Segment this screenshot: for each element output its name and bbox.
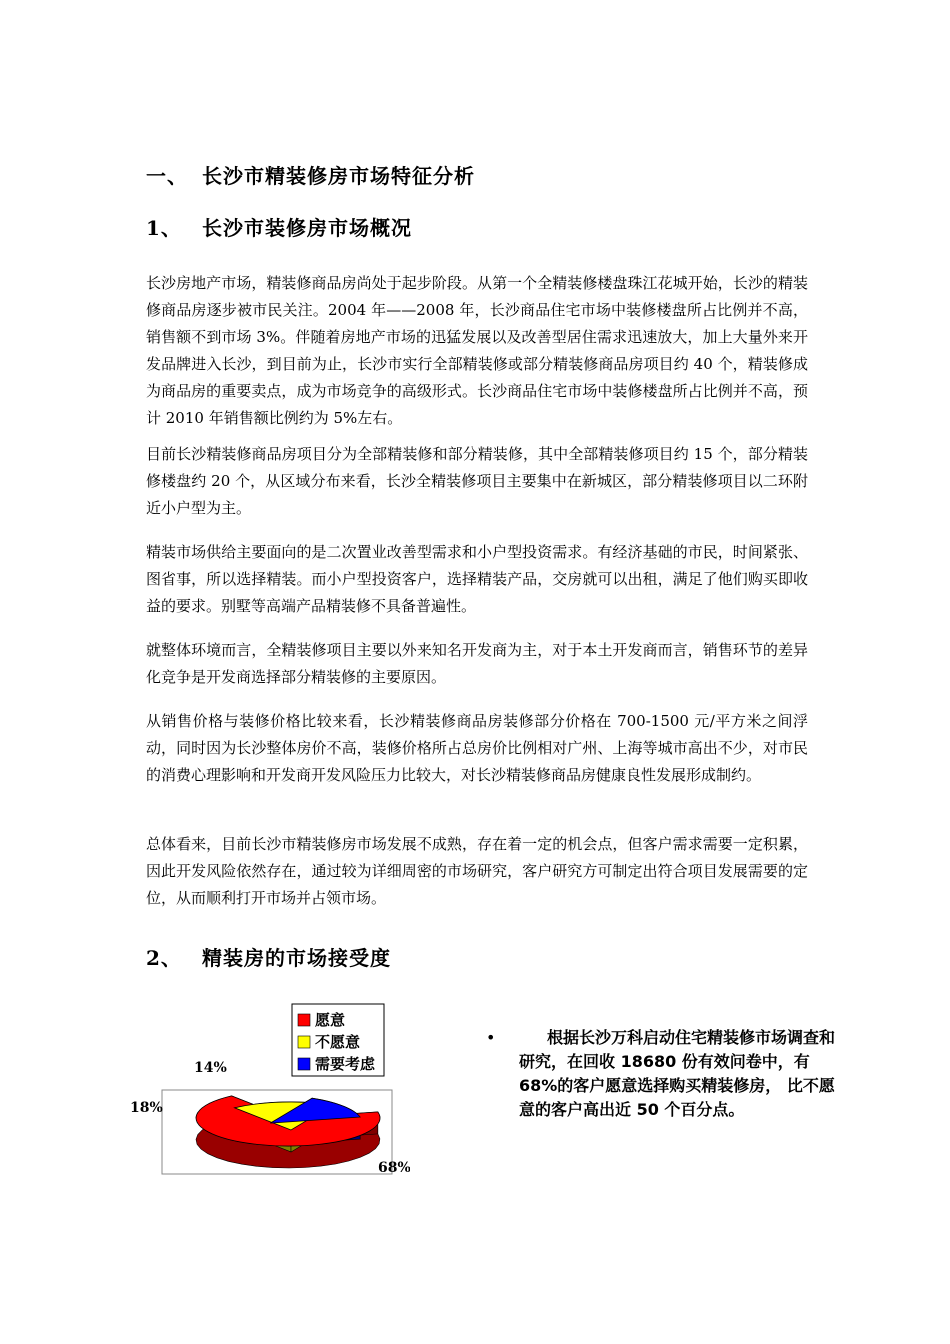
section-title: 长沙市精装修房市场特征分析	[202, 164, 475, 188]
section-heading	[146, 160, 475, 189]
legend-label: 不愿意	[315, 1033, 361, 1051]
subsection-title: 长沙市装修房市场概况	[202, 216, 412, 240]
survey-bullet-text: 根据长沙万科启动住宅精装修市场调查和研究，在回收 18680 份有效问卷中，有 68%的客户愿意选择购买精装修房， 比不愿意的客户高出近 50 个百分点。	[519, 1028, 836, 1119]
subsection-number: 1、	[146, 216, 182, 240]
pie-chart-svg	[120, 1000, 410, 1190]
acceptance-pie-chart	[120, 1000, 410, 1190]
bullet-marker: •	[486, 1028, 496, 1047]
paragraph-summary: 总体看来，目前长沙市精装修房市场发展不成熟，存在着一定的机会点，但客户需求需要一定积累，因此开发风险依然存在，通过较为详细周密的市场研究，客户研究方可制定出符合项目发展需要的定位，从而顺利打开市场并占领市场。	[146, 835, 808, 907]
pie-value-label: 68%	[378, 1160, 410, 1176]
section-number: 一、	[146, 164, 188, 188]
legend-swatch	[298, 1058, 310, 1070]
paragraph-price-comparison: 从销售价格与装修价格比较来看，长沙精装修商品房装修部分价格在 700-1500 元/平方米之间浮动，同时因为长沙整体房价不高，装修价格所占总房价比例相对广州、上海等城市高出不少，对市民的消费心理影响和开发商开发风险压力比较大，对长沙精装修商品房健康良性发展形成制约。	[146, 712, 808, 784]
legend-swatch	[298, 1014, 310, 1026]
subsection-heading-2	[146, 942, 391, 971]
legend-swatch	[298, 1036, 310, 1048]
survey-bullet	[486, 1026, 846, 1122]
legend-label: 需要考虑	[315, 1055, 376, 1073]
pie-value-label: 18%	[130, 1100, 163, 1116]
legend-label: 愿意	[315, 1011, 346, 1029]
subsection-heading-1	[146, 212, 412, 241]
chart-legend	[292, 1004, 384, 1076]
paragraph-project-types: 目前长沙精装修商品房项目分为全部精装修和部分精装修，其中全部精装修项目约 15 个，部分精装修楼盘约 20 个，从区域分布来看，长沙全精装修项目主要集中在新城区，部分精装修项目以二环附近小户型为主。	[146, 445, 808, 517]
paragraph-supply-demand: 精装市场供给主要面向的是二次置业改善型需求和小户型投资需求。有经济基础的市民，时间紧张、图省事，所以选择精装。而小户型投资客户，选择精装产品，交房就可以出租，满足了他们购买即收益的要求。别墅等高端产品精装修不具备普遍性。	[146, 543, 808, 615]
pie-value-label: 14%	[194, 1060, 227, 1076]
paragraph-market-overview: 长沙房地产市场，精装修商品房尚处于起步阶段。从第一个全精装修楼盘珠江花城开始，长沙的精装修商品房逐步被市民关注。2004 年——2008 年，长沙商品住宅市场中装修楼盘所占比例并不高，销售额不到市场 3%。伴随着房地产市场的迅猛发展以及改善型居住需求迅速放大，加上大量外来开发品牌进入长沙，到目前为止，长沙市实行全部精装修或部分精装修商品房项目约 40 个，精装修成为商品房的重要卖点，成为市场竞争的高级形式。长沙商品住宅市场中装修楼盘所占比例并不高，预计 2010 年销售额比例约为 5%左右。	[146, 274, 808, 427]
paragraph-environment: 就整体环境而言，全精装修项目主要以外来知名开发商为主，对于本土开发商而言，销售环节的差异化竞争是开发商选择部分精装修的主要原因。	[146, 641, 808, 686]
subsection-title: 精装房的市场接受度	[202, 946, 391, 970]
subsection-number: 2、	[146, 946, 182, 970]
